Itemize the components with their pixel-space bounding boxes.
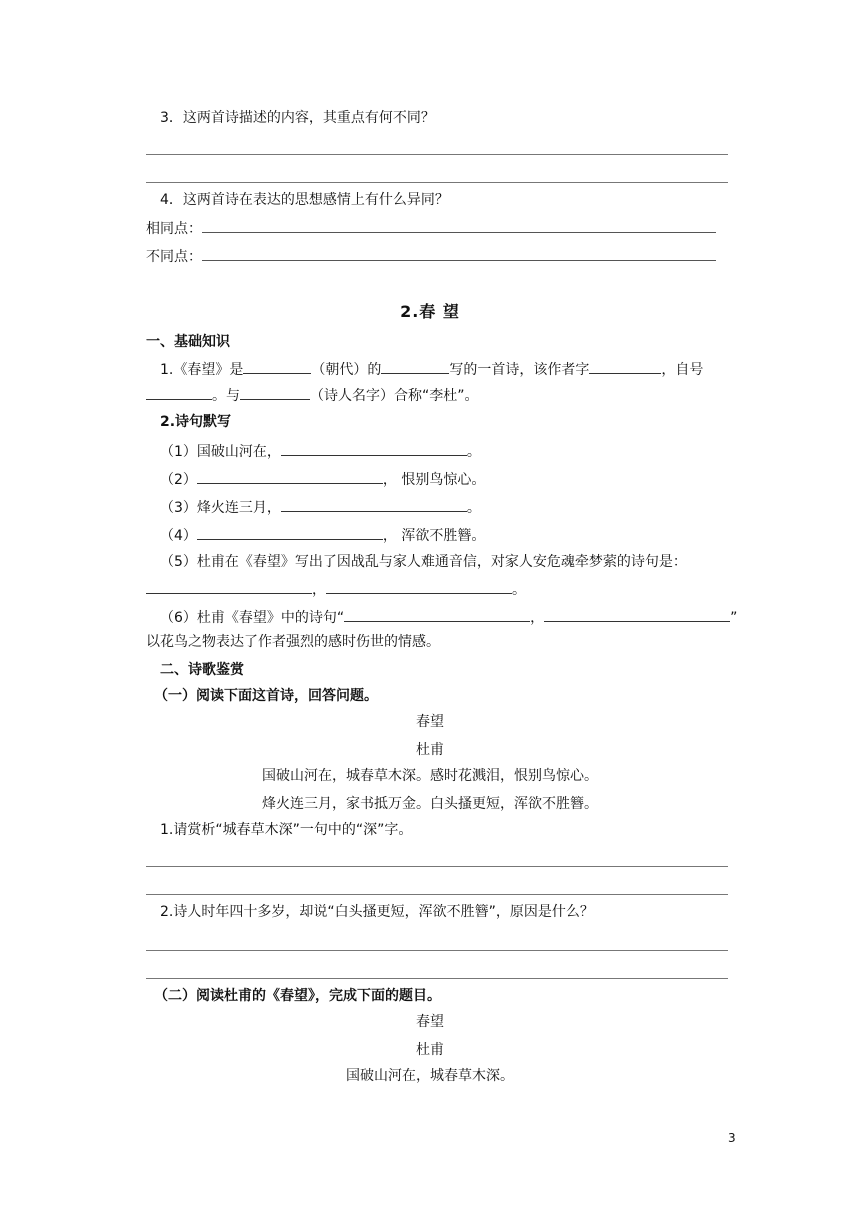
fill-question-1-line2 — [146, 384, 479, 406]
recite-item-5-answer — [146, 578, 526, 600]
recite-item-4 — [160, 524, 485, 546]
recite-item-1 — [160, 440, 481, 462]
diff-points-label: 不同点： — [146, 249, 202, 265]
recite-item-5: （5）杜甫在《春望》写出了因战乱与家人难通音信，对家人安危魂牵梦萦的诗句是： — [160, 554, 687, 570]
question-4: 4．这两首诗在表达的思想感情上有什么异同？ — [160, 192, 449, 208]
answer-line — [146, 866, 728, 867]
blank — [240, 384, 310, 400]
text: ” — [730, 610, 738, 626]
blank — [197, 468, 383, 484]
poem1-line-1: 国破山河在，城春草木深。感时花溅泪，恨别鸟惊心。 — [262, 768, 598, 784]
blank — [281, 440, 467, 456]
text: 。 — [512, 582, 526, 598]
blank — [344, 606, 530, 622]
answer-line — [146, 978, 728, 979]
text: ， 恨别鸟惊心。 — [382, 472, 486, 488]
poem1-line-2: 烽火连三月，家书抵万金。白头搔更短，浑欲不胜簪。 — [262, 796, 598, 812]
same-points-row — [146, 218, 716, 239]
text: （2） — [160, 472, 197, 488]
text: （诗人名字）合称“李杜”。 — [310, 388, 479, 404]
blank — [243, 358, 311, 374]
recite-item-3 — [160, 496, 481, 518]
text: 。与 — [212, 388, 240, 404]
answer-line — [146, 154, 728, 155]
answer-line — [146, 950, 728, 951]
recite-item-6-line2: 以花鸟之物表达了作者强烈的感时伤世的情感。 — [146, 634, 440, 650]
answer-line — [202, 246, 716, 261]
diff-points-row — [146, 246, 716, 267]
text: ， — [530, 610, 545, 626]
page-number: 3 — [728, 1131, 736, 1145]
text: ，自号 — [661, 362, 704, 378]
sub-question-1: 1.请赏析“城春草木深”一句中的“深”字。 — [160, 822, 413, 838]
sub2-heading: （二）阅读杜甫的《春望》，完成下面的题目。 — [154, 988, 441, 1004]
sub1-heading: （一）阅读下面这首诗，回答问题。 — [154, 688, 378, 704]
sub-question-2: 2.诗人时年四十多岁，却说“白头搔更短，浑欲不胜簪”，原因是什么？ — [160, 904, 594, 920]
blank — [146, 384, 212, 400]
poem-recitation-heading: 2.诗句默写 — [160, 414, 232, 430]
text: （3）烽火连三月， — [160, 500, 281, 516]
section-title: 2.春 望 — [400, 302, 460, 321]
blank — [326, 578, 512, 594]
poem2-title: 春望 — [416, 1014, 444, 1030]
recite-item-2 — [160, 468, 485, 490]
poem1-title: 春望 — [416, 714, 444, 730]
blank — [381, 358, 449, 374]
text: （6）杜甫《春望》中的诗句“ — [160, 610, 345, 626]
part1-heading: 一、基础知识 — [146, 334, 230, 350]
same-points-label: 相同点： — [146, 221, 202, 237]
text: 。 — [466, 500, 481, 516]
part2-heading: 二、诗歌鉴赏 — [160, 662, 244, 678]
blank — [146, 578, 312, 594]
answer-line — [202, 218, 716, 233]
text: 1.《春望》是 — [160, 362, 244, 378]
text: ， — [312, 582, 326, 598]
blank — [281, 496, 467, 512]
text: （4） — [160, 528, 197, 544]
question-3: 3．这两首诗描述的内容，其重点有何不同？ — [160, 110, 435, 126]
blank — [589, 358, 661, 374]
blank — [544, 606, 730, 622]
blank — [197, 524, 383, 540]
answer-line — [146, 894, 728, 895]
recite-item-6 — [160, 606, 737, 628]
poem2-line-1: 国破山河在，城春草木深。 — [346, 1068, 514, 1084]
text: 写的一首诗，该作者字 — [449, 362, 590, 378]
text: ， 浑欲不胜簪。 — [382, 528, 486, 544]
poem2-author: 杜甫 — [416, 1042, 444, 1058]
text: （1）国破山河在， — [160, 444, 281, 460]
text: 。 — [466, 444, 481, 460]
fill-question-1-line1 — [160, 358, 703, 380]
answer-line — [146, 182, 728, 183]
poem1-author: 杜甫 — [416, 742, 444, 758]
text: （朝代）的 — [311, 362, 382, 378]
